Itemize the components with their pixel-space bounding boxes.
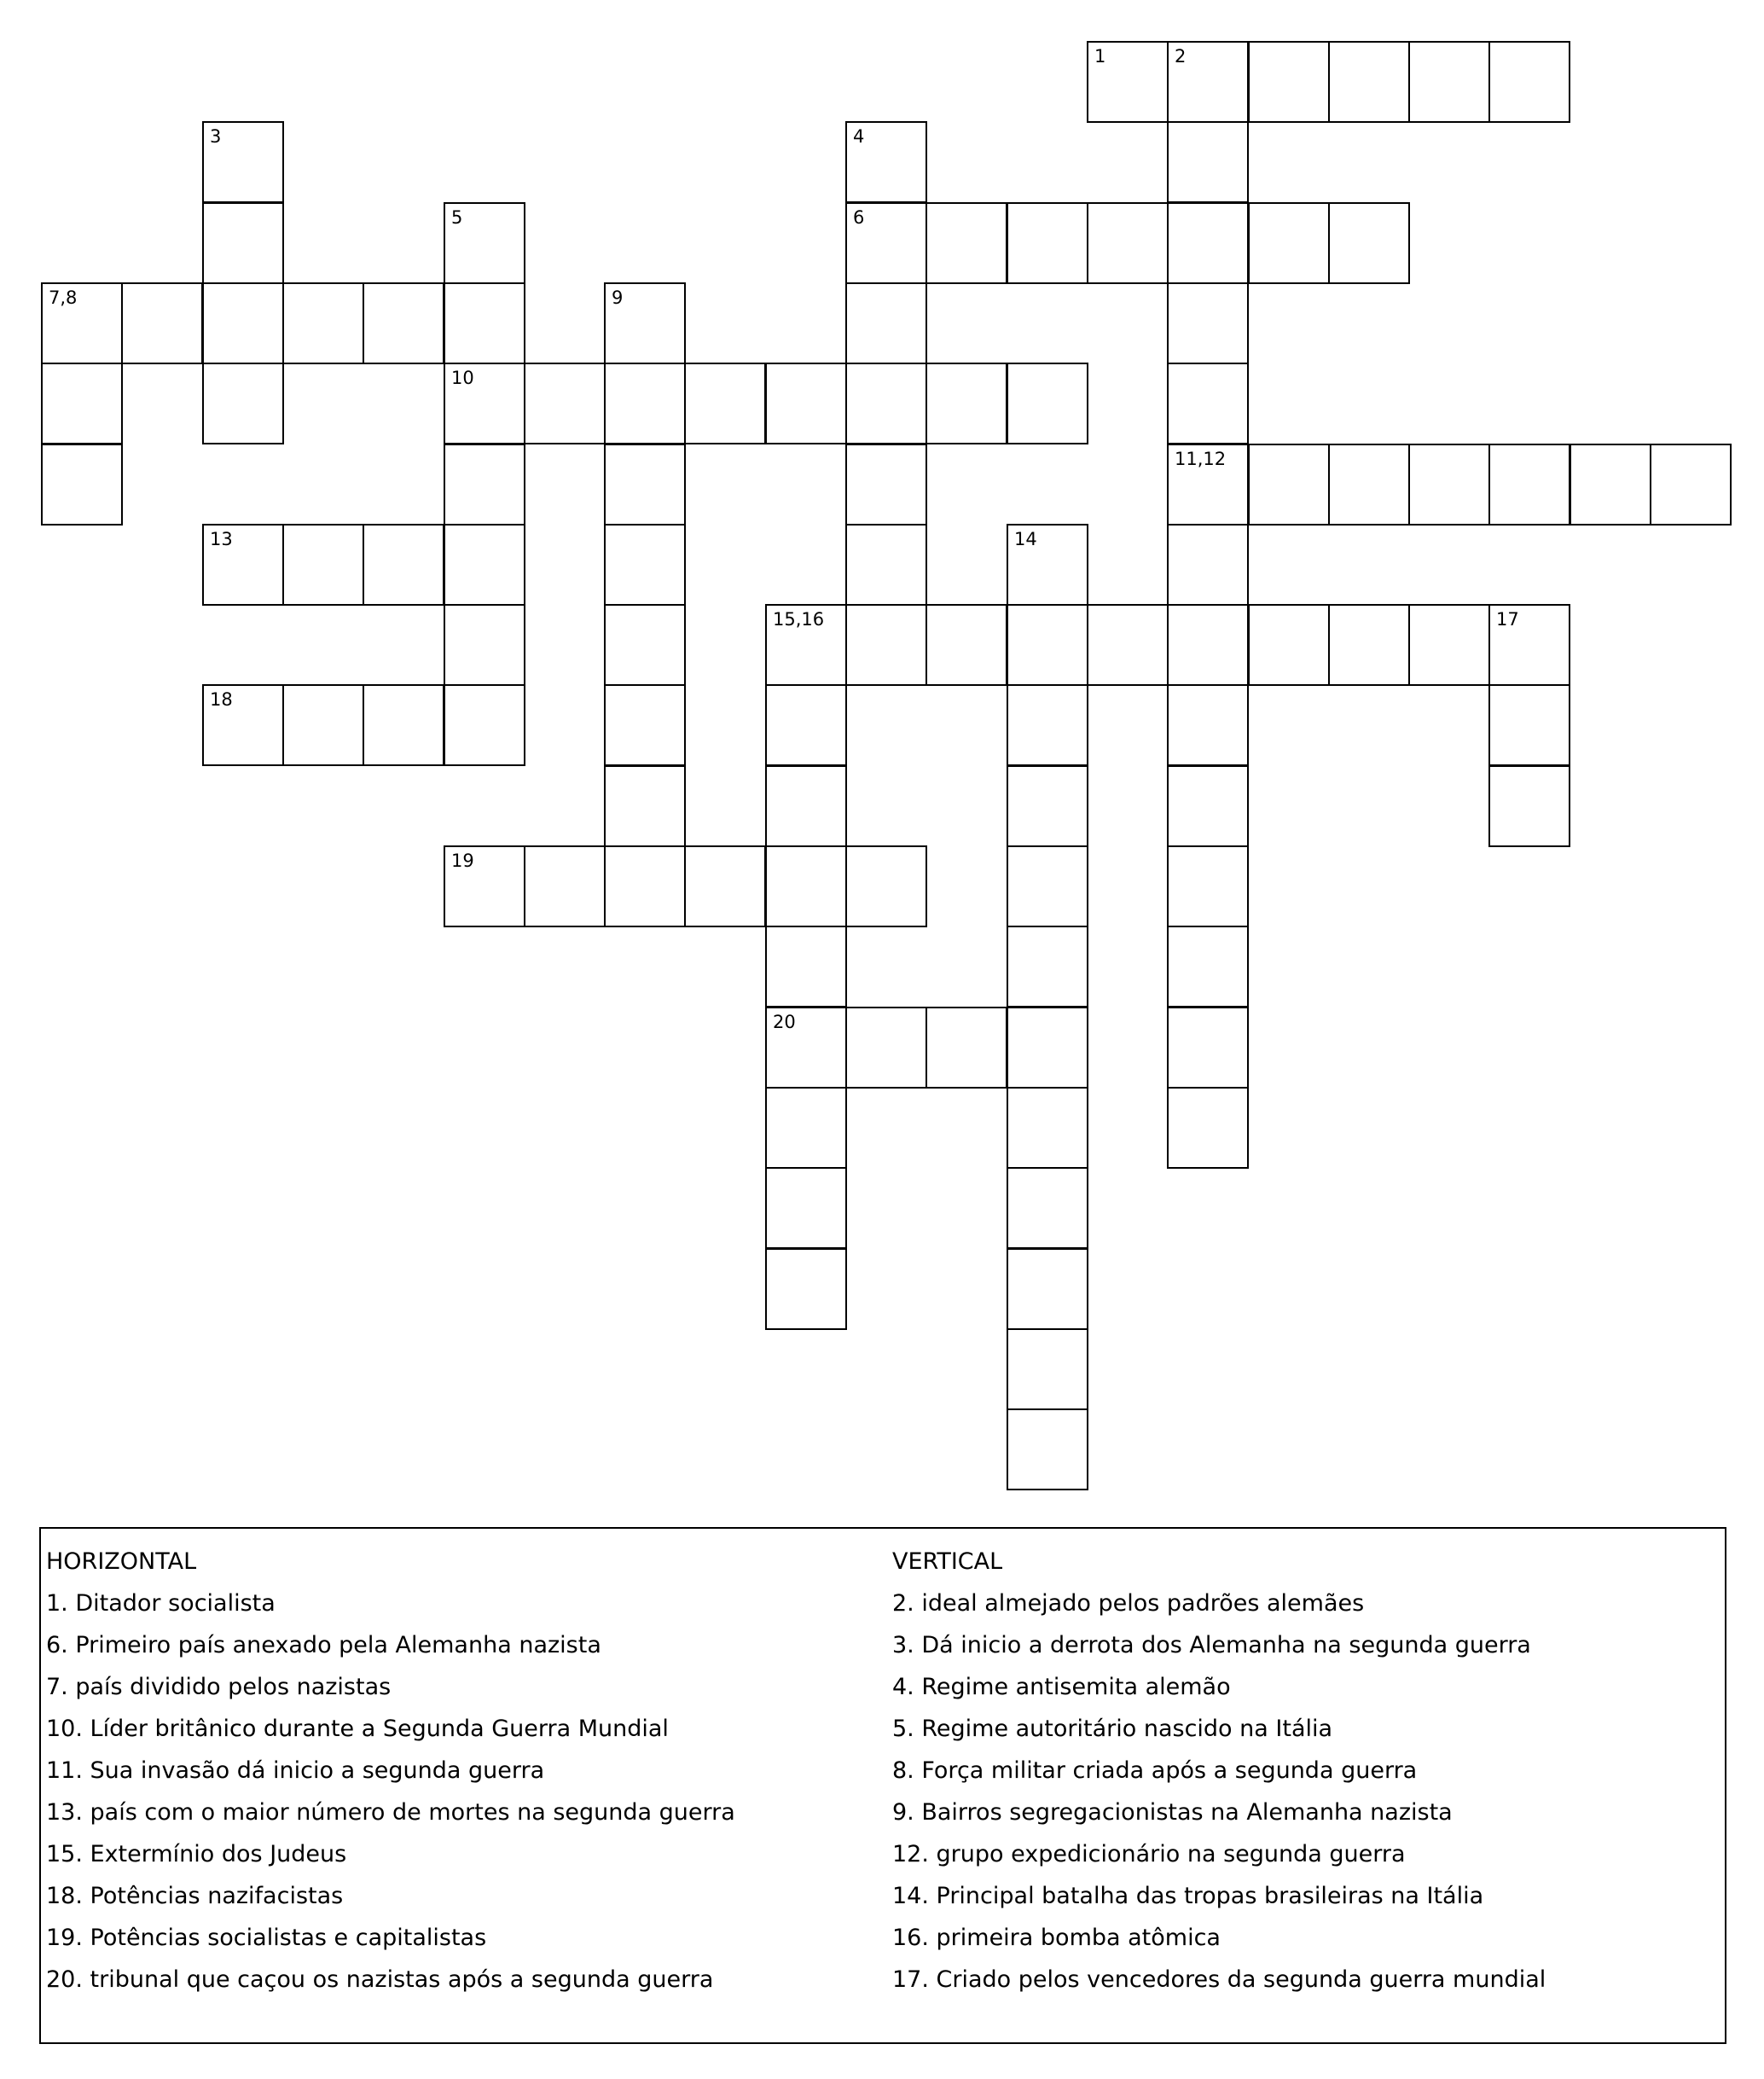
grid-cell[interactable] [41,282,123,364]
clue-h10: 10. Líder britânico durante a Segunda Guerra Mundial [46,1716,669,1742]
grid-cell[interactable] [845,121,927,203]
grid-cell[interactable] [765,604,847,686]
grid-cell[interactable] [282,282,364,364]
grid-cell[interactable] [444,444,525,526]
cell-number: 15,16 [773,609,825,630]
cell-number: 13 [210,529,233,549]
grid-cell[interactable] [765,1087,847,1169]
grid-cell[interactable] [282,524,364,606]
grid-cell[interactable] [1167,926,1249,1008]
grid-cell[interactable] [845,282,927,364]
grid-cell[interactable] [1167,202,1249,284]
clue-h19: 19. Potências socialistas e capitalistas [46,1925,487,1951]
grid-cell[interactable] [1167,282,1249,364]
grid-cell[interactable] [1488,765,1570,847]
grid-cell[interactable] [444,282,525,364]
clue-box [39,1527,1726,2044]
grid-cell[interactable] [765,845,847,927]
clue-h11: 11. Sua invasão dá inicio a segunda guerra [46,1757,545,1784]
grid-cell[interactable] [765,1167,847,1249]
grid-cell[interactable] [926,363,1007,444]
grid-cell[interactable] [202,282,284,364]
grid-cell[interactable] [41,363,123,444]
grid-cell[interactable] [1007,684,1088,766]
grid-cell[interactable] [926,202,1007,284]
clue-h13: 13. país com o maior número de mortes na segunda guerra [46,1799,735,1826]
clue-v14: 14. Principal batalha das tropas brasileiras na Itália [892,1883,1484,1909]
grid-cell[interactable] [41,444,123,526]
grid-cell[interactable] [765,363,847,444]
clue-h15: 15. Extermínio dos Judeus [46,1841,347,1867]
cell-number: 3 [210,126,222,147]
cell-number: 18 [210,689,233,710]
grid-cell[interactable] [604,282,686,364]
grid-cell[interactable] [1328,444,1410,526]
cell-number: 20 [773,1012,796,1032]
grid-cell[interactable] [1087,202,1169,284]
cell-number: 4 [853,126,865,147]
grid-cell[interactable] [845,1007,927,1089]
grid-cell[interactable] [1007,1328,1088,1410]
grid-cell[interactable] [444,684,525,766]
clue-h18: 18. Potências nazifacistas [46,1883,344,1909]
grid-cell[interactable] [604,444,686,526]
grid-cell[interactable] [444,524,525,606]
grid-cell[interactable] [1408,604,1490,686]
grid-cell[interactable] [1007,1087,1088,1169]
grid-cell[interactable] [845,604,927,686]
grid-cell[interactable] [444,845,525,927]
grid-cell[interactable] [202,684,284,766]
grid-cell[interactable] [1488,604,1570,686]
cell-number: 19 [451,851,474,871]
cell-number: 11,12 [1175,449,1227,469]
grid-cell[interactable] [1328,41,1410,123]
grid-cell[interactable] [1248,604,1330,686]
grid-cell[interactable] [1488,41,1570,123]
grid-cell[interactable] [604,765,686,847]
cell-number: 14 [1014,529,1037,549]
clue-v2: 2. ideal almejado pelos padrões alemães [892,1590,1365,1617]
grid-cell[interactable] [845,845,927,927]
grid-cell[interactable] [202,363,284,444]
grid-cell[interactable] [845,524,927,606]
horizontal-title: HORIZONTAL [46,1548,197,1575]
clue-h7: 7. país dividido pelos nazistas [46,1674,392,1700]
grid-cell[interactable] [845,363,927,444]
clue-h1: 1. Ditador socialista [46,1590,276,1617]
grid-cell[interactable] [282,684,364,766]
clue-v3: 3. Dá inicio a derrota dos Alemanha na segunda guerra [892,1632,1531,1658]
horizontal-clues [46,1541,735,2001]
clue-h20: 20. tribunal que caçou os nazistas após a segunda guerra [46,1966,714,1993]
grid-cell[interactable] [765,926,847,1008]
grid-cell[interactable] [1007,363,1088,444]
clue-v8: 8. Força militar criada após a segunda guerra [892,1757,1418,1784]
grid-cell[interactable] [604,363,686,444]
grid-cell[interactable] [202,524,284,606]
cell-number: 9 [612,287,624,308]
cell-number: 10 [451,368,474,388]
grid-cell[interactable] [1167,524,1249,606]
clue-v5: 5. Regime autoritário nascido na Itália [892,1716,1333,1742]
cell-number: 17 [1496,609,1519,630]
clue-v9: 9. Bairros segregacionistas na Alemanha nazista [892,1799,1453,1826]
grid-cell[interactable] [1167,121,1249,203]
grid-cell[interactable] [684,363,766,444]
clue-v12: 12. grupo expedicionário na segunda guerra [892,1841,1406,1867]
grid-cell[interactable] [1248,41,1330,123]
grid-cell[interactable] [1167,363,1249,444]
cell-number: 5 [451,207,463,228]
grid-cell[interactable] [1570,444,1651,526]
grid-cell[interactable] [121,282,203,364]
grid-cell[interactable] [1488,444,1570,526]
cell-number: 7,8 [49,287,78,308]
grid-cell[interactable] [1087,41,1169,123]
grid-cell[interactable] [1248,444,1330,526]
grid-cell[interactable] [1167,845,1249,927]
grid-cell[interactable] [1007,604,1088,686]
grid-cell[interactable] [1167,604,1249,686]
grid-cell[interactable] [363,282,444,364]
grid-cell[interactable] [1167,1087,1249,1169]
cell-number: 2 [1175,46,1187,67]
grid-cell[interactable] [202,121,284,203]
grid-cell[interactable] [1007,1007,1088,1089]
grid-cell[interactable] [604,845,686,927]
grid-cell[interactable] [444,363,525,444]
grid-cell[interactable] [1167,765,1249,847]
grid-cell[interactable] [1007,926,1088,1008]
grid-cell[interactable] [363,524,444,606]
grid-cell[interactable] [1087,604,1169,686]
grid-cell[interactable] [1167,444,1249,526]
grid-cell[interactable] [1167,1007,1249,1089]
grid-cell[interactable] [202,202,284,284]
grid-cell[interactable] [444,202,525,284]
grid-cell[interactable] [1007,845,1088,927]
grid-cell[interactable] [926,604,1007,686]
grid-cell[interactable] [1007,202,1088,284]
grid-cell[interactable] [1650,444,1732,526]
cell-number: 6 [853,207,865,228]
grid-cell[interactable] [444,604,525,686]
grid-cell[interactable] [524,845,606,927]
grid-cell[interactable] [1328,604,1410,686]
grid-cell[interactable] [1408,41,1490,123]
clue-v16: 16. primeira bomba atômica [892,1925,1221,1951]
grid-cell[interactable] [765,765,847,847]
grid-cell[interactable] [1007,524,1088,606]
grid-cell[interactable] [604,604,686,686]
cell-number: 1 [1094,46,1106,67]
grid-cell[interactable] [1167,684,1249,766]
grid-cell[interactable] [845,444,927,526]
grid-cell[interactable] [1488,684,1570,766]
grid-cell[interactable] [1007,765,1088,847]
grid-cell[interactable] [1248,202,1330,284]
grid-cell[interactable] [363,684,444,766]
grid-cell[interactable] [926,1007,1007,1089]
grid-cell[interactable] [604,524,686,606]
vertical-clues [892,1541,1546,2001]
grid-cell[interactable] [1167,41,1249,123]
grid-cell[interactable] [1408,444,1490,526]
grid-cell[interactable] [1007,1167,1088,1249]
clue-v17: 17. Criado pelos vencedores da segunda guerra mundial [892,1966,1546,1993]
clue-v4: 4. Regime antisemita alemão [892,1674,1231,1700]
grid-cell[interactable] [1007,1408,1088,1490]
grid-cell[interactable] [765,1007,847,1089]
grid-cell[interactable] [1328,202,1410,284]
grid-cell[interactable] [845,202,927,284]
grid-cell[interactable] [524,363,606,444]
clue-h6: 6. Primeiro país anexado pela Alemanha nazista [46,1632,601,1658]
grid-cell[interactable] [1007,1248,1088,1330]
grid-cell[interactable] [684,845,766,927]
grid-cell[interactable] [765,1248,847,1330]
grid-cell[interactable] [604,684,686,766]
vertical-title: VERTICAL [892,1548,1003,1575]
grid-cell[interactable] [765,684,847,766]
